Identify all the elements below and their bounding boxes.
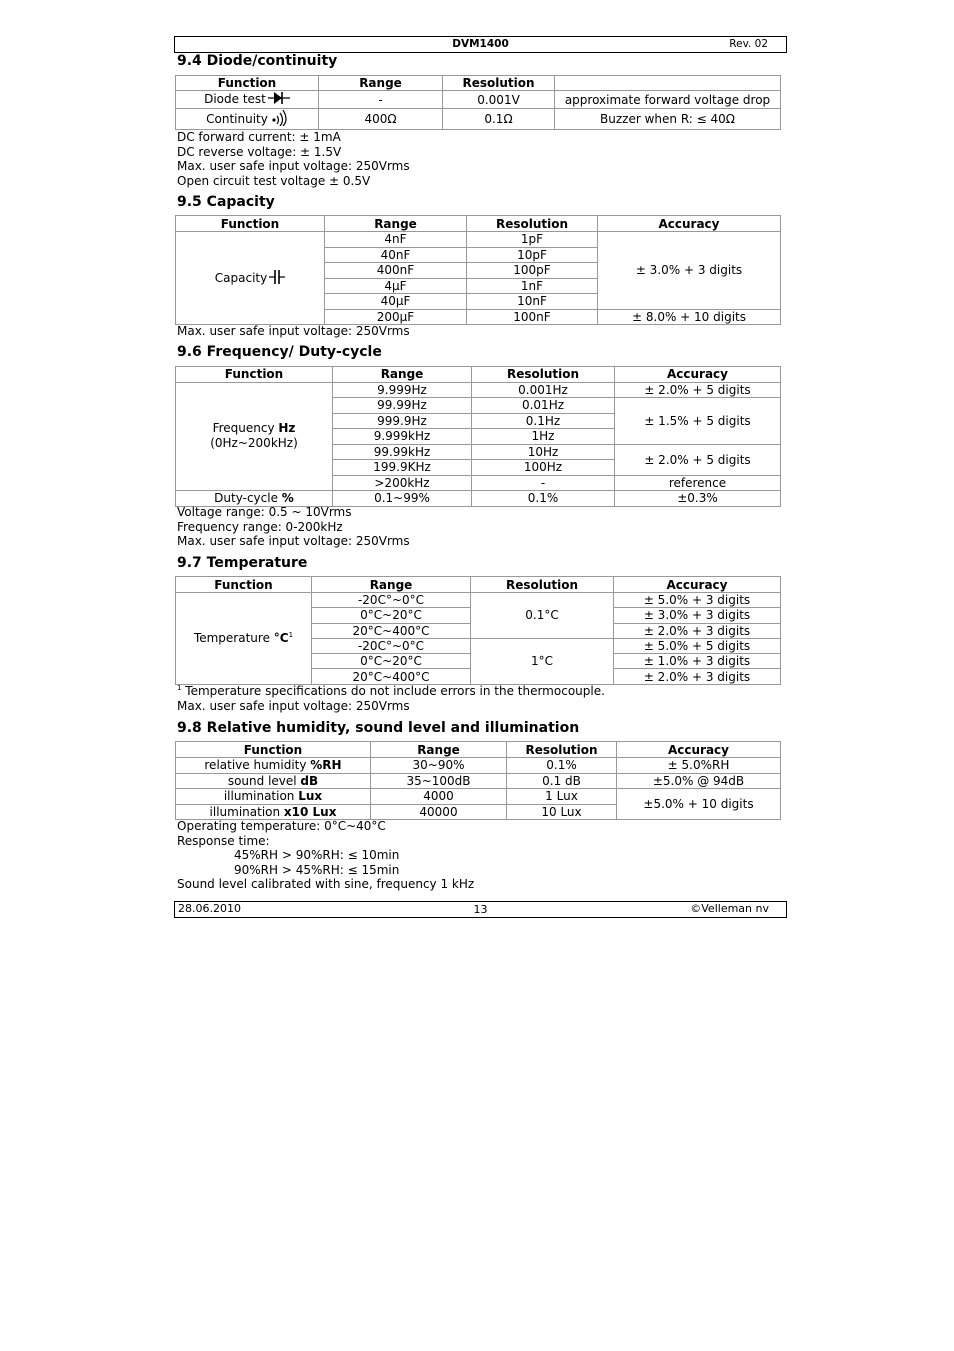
model-name: DVM1400: [452, 38, 509, 50]
table-row: [176, 593, 781, 608]
resolution-cell: 1°C: [471, 638, 614, 684]
section-title-capacity: 9.5 Capacity: [177, 194, 275, 210]
page-footer: [174, 901, 787, 918]
range-cell: 0°C~20°C: [312, 654, 471, 669]
temperature-notes: [177, 684, 605, 713]
accuracy-cell: ± 1.0% + 3 digits: [614, 654, 781, 669]
section-title-temperature: 9.7 Temperature: [177, 555, 308, 571]
function-label: relative humidity: [204, 758, 311, 773]
accuracy-cell: ± 5.0%RH: [617, 758, 781, 774]
range-cell: 400Ω: [319, 109, 443, 130]
resolution-cell: 10Hz: [472, 444, 615, 460]
section-title-humidity: 9.8 Relative humidity, sound level and illumination: [177, 720, 580, 736]
accuracy-cell: ±0.3%: [615, 491, 781, 507]
note-line: 45%RH > 90%RH: ≤ 10min: [234, 848, 400, 863]
resolution-cell: 0.001Hz: [472, 382, 615, 398]
resolution-cell: 0.1 dB: [507, 773, 617, 789]
col-header: Accuracy: [614, 577, 781, 593]
range-cell: 99.99Hz: [333, 398, 472, 414]
range-cell: -20C°~0°C: [312, 593, 471, 608]
capacity-notes: [177, 324, 410, 339]
note-line: Response time:: [177, 833, 270, 848]
range-cell: 20°C~400°C: [312, 623, 471, 638]
function-unit: Lux: [298, 789, 323, 804]
range-cell: 99.99kHz: [333, 444, 472, 460]
range-cell: 199.9KHz: [333, 460, 472, 476]
section-title-frequency: 9.6 Frequency/ Duty-cycle: [177, 344, 382, 360]
copyright: ©Velleman nv: [690, 902, 769, 915]
col-header: Range: [333, 367, 472, 383]
range-cell: 4nF: [325, 232, 467, 248]
section-title-diode: 9.4 Diode/continuity: [177, 53, 338, 69]
function-label: Duty-cycle: [214, 491, 282, 506]
range-cell: -20C°~0°C: [312, 638, 471, 653]
accuracy-cell: ± 2.0% + 5 digits: [615, 382, 781, 398]
col-header: Function: [176, 367, 333, 383]
resolution-cell: 0.1%: [472, 491, 615, 507]
range-cell: 400nF: [325, 263, 467, 279]
col-header: Resolution: [443, 76, 555, 91]
table-row: [176, 773, 781, 789]
resolution-cell: -: [472, 475, 615, 491]
note-line: Operating temperature: 0°C~40°C: [177, 819, 386, 833]
range-cell: 40nF: [325, 247, 467, 263]
table-row: [176, 789, 781, 805]
resolution-cell: 0.1%: [507, 758, 617, 774]
resolution-cell: 1Hz: [472, 429, 615, 445]
range-cell: 30~90%: [371, 758, 507, 774]
resolution-cell: 100nF: [467, 309, 598, 325]
col-header: Function: [176, 577, 312, 593]
resolution-cell: 10pF: [467, 247, 598, 263]
footnote-number: 1: [177, 684, 182, 692]
capacity-table: [175, 215, 781, 325]
note-line: DC reverse voltage: ± 1.5V: [177, 144, 342, 159]
function-label: illumination: [223, 789, 299, 804]
function-label: Continuity: [206, 111, 268, 126]
resolution-cell: 1nF: [467, 278, 598, 294]
range-cell: 999.9Hz: [333, 413, 472, 429]
note-line: Max. user safe input voltage: 250Vrms: [177, 159, 410, 174]
resolution-cell: 10nF: [467, 294, 598, 310]
resolution-cell: 0.001V: [443, 91, 555, 109]
note-line: Max. user safe input voltage: 250Vrms: [177, 534, 410, 549]
range-cell: 35~100dB: [371, 773, 507, 789]
function-unit: x10 Lux: [283, 804, 337, 819]
range-cell: 4µF: [325, 278, 467, 294]
range-cell: 4000: [371, 789, 507, 805]
note-line: DC forward current: ± 1mA: [177, 130, 341, 144]
resolution-cell: 0.1Ω: [443, 109, 555, 130]
col-header: Function: [176, 76, 319, 91]
col-header: Function: [176, 742, 371, 758]
function-label: Diode test: [204, 92, 266, 106]
note-line: Max. user safe input voltage: 250Vrms: [177, 324, 410, 338]
col-header: Function: [176, 216, 325, 232]
table-row: [176, 758, 781, 774]
resolution-cell: 0.1°C: [471, 593, 614, 639]
footer-date: 28.06.2010: [178, 902, 241, 915]
range-cell: 40000: [371, 804, 507, 820]
resolution-cell: 100Hz: [472, 460, 615, 476]
diode-table: [175, 75, 781, 130]
accuracy-cell: ± 5.0% + 3 digits: [614, 593, 781, 608]
col-header: [555, 76, 781, 91]
humidity-notes: [177, 819, 474, 892]
function-unit: %: [281, 491, 294, 506]
page-header: [174, 36, 787, 53]
note-line: Frequency range: 0-200kHz: [177, 519, 343, 534]
range-cell: 40µF: [325, 294, 467, 310]
function-label: Temperature: [193, 631, 274, 646]
accuracy-cell: ± 5.0% + 5 digits: [614, 638, 781, 653]
accuracy-cell: ±5.0% @ 94dB: [617, 773, 781, 789]
range-cell: 0.1~99%: [333, 491, 472, 507]
range-cell: 9.999Hz: [333, 382, 472, 398]
function-unit: %RH: [310, 758, 342, 773]
frequency-notes: [177, 505, 410, 549]
accuracy-cell: ± 2.0% + 5 digits: [615, 444, 781, 475]
frequency-table: [175, 366, 781, 507]
accuracy-cell: ± 8.0% + 10 digits: [598, 309, 781, 325]
accuracy-cell: reference: [615, 475, 781, 491]
col-header: Accuracy: [615, 367, 781, 383]
resolution-cell: 0.1Hz: [472, 413, 615, 429]
function-label: sound level: [227, 773, 301, 788]
footnote-mark: 1: [288, 631, 294, 640]
footnote-text: Temperature specifications do not include errors in the thermocouple.: [181, 684, 605, 698]
buzzer-icon: [270, 110, 288, 129]
function-unit: Hz: [278, 421, 296, 436]
accuracy-cell: ± 3.0% + 3 digits: [598, 232, 781, 310]
col-header: Accuracy: [598, 216, 781, 232]
range-cell: 9.999kHz: [333, 429, 472, 445]
note-line: 90%RH > 45%RH: ≤ 15min: [234, 862, 400, 877]
col-header: Range: [325, 216, 467, 232]
resolution-cell: 0.01Hz: [472, 398, 615, 414]
table-row: [176, 382, 781, 398]
function-label: Capacity: [214, 270, 268, 285]
table-row: [176, 109, 781, 130]
resolution-cell: 1 Lux: [507, 789, 617, 805]
note-line: Sound level calibrated with sine, frequency 1 kHz: [177, 877, 475, 892]
function-label: illumination: [209, 804, 284, 819]
accuracy-cell: ± 3.0% + 3 digits: [614, 608, 781, 623]
range-cell: -: [319, 91, 443, 109]
note-line: Open circuit test voltage ± 0.5V: [177, 173, 371, 188]
function-range: (0Hz~200kHz): [210, 436, 298, 451]
accuracy-cell: ± 2.0% + 3 digits: [614, 623, 781, 638]
range-cell: 20°C~400°C: [312, 669, 471, 684]
note-line: Max. user safe input voltage: 250Vrms: [177, 698, 410, 713]
col-header: Range: [371, 742, 507, 758]
accuracy-cell: ± 1.5% + 5 digits: [615, 398, 781, 445]
range-cell: 200µF: [325, 309, 467, 325]
table-row: [176, 91, 781, 109]
col-header: Range: [319, 76, 443, 91]
function-unit: dB: [300, 773, 319, 788]
table-row: [176, 232, 781, 248]
diode-notes: [177, 130, 410, 188]
temperature-table: [175, 576, 781, 685]
range-cell: 0°C~20°C: [312, 608, 471, 623]
col-header: Resolution: [472, 367, 615, 383]
accuracy-cell: ± 2.0% + 3 digits: [614, 669, 781, 684]
col-header: Resolution: [507, 742, 617, 758]
col-header: Resolution: [471, 577, 614, 593]
humidity-table: [175, 741, 781, 820]
accuracy-cell: ±5.0% + 10 digits: [617, 789, 781, 820]
col-header: Accuracy: [617, 742, 781, 758]
col-header: Resolution: [467, 216, 598, 232]
page-number: 13: [473, 903, 488, 916]
function-unit: °C: [273, 631, 289, 646]
table-row: [176, 491, 781, 507]
note-cell: Buzzer when R: ≤ 40Ω: [555, 109, 781, 130]
revision: Rev. 02: [729, 38, 768, 50]
note-cell: approximate forward voltage drop: [555, 91, 781, 109]
resolution-cell: 1pF: [467, 232, 598, 248]
resolution-cell: 10 Lux: [507, 804, 617, 820]
note-line: Voltage range: 0.5 ~ 10Vrms: [177, 505, 352, 519]
col-header: Range: [312, 577, 471, 593]
diode-icon: [268, 91, 290, 108]
footnote-line: [177, 684, 605, 699]
function-label: Frequency: [212, 421, 279, 436]
range-cell: >200kHz: [333, 475, 472, 491]
capacitor-icon: [269, 270, 285, 287]
resolution-cell: 100pF: [467, 263, 598, 279]
